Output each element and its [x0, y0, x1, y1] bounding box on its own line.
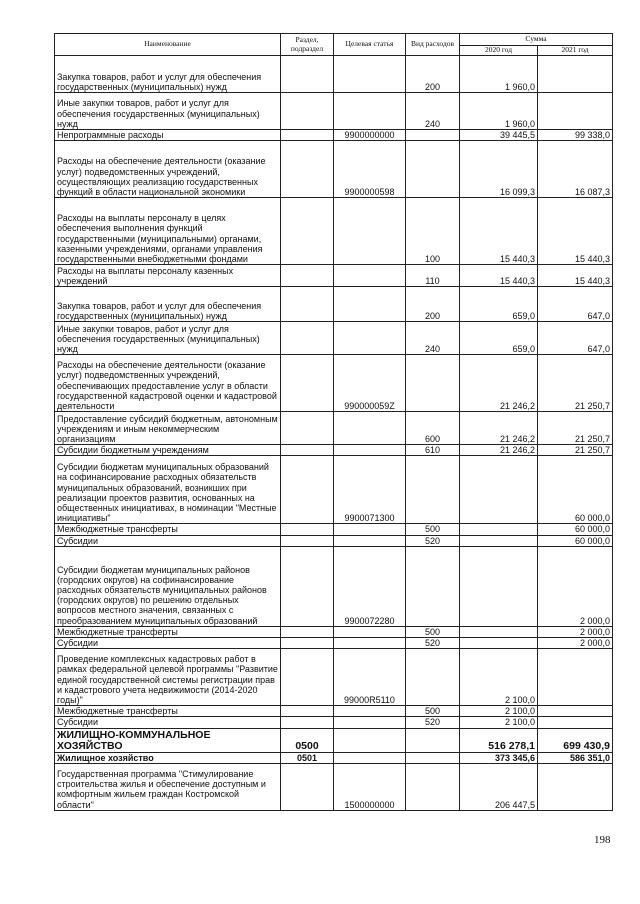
row-type: [406, 141, 460, 198]
row-sum-2021: [538, 763, 613, 810]
row-sum-2020: 2 100,0: [460, 706, 538, 717]
row-type: 100: [406, 198, 460, 265]
row-name: Субсидии: [55, 717, 281, 728]
row-section: [281, 445, 334, 456]
row-target: 99000R5110: [334, 649, 406, 706]
row-section: [281, 287, 334, 322]
row-sum-2021: 647,0: [538, 287, 613, 322]
row-name: Проведение комплексных кадастровых работ в рамках федеральной целевой программы "Развитие единой государственной системы регистрации прав и кадастрового учета недвижимости (2014-2020 годы)": [55, 649, 281, 706]
row-section: [281, 355, 334, 412]
row-sum-2020: 659,0: [460, 287, 538, 322]
row-type: [406, 355, 460, 412]
budget-table: [54, 33, 613, 811]
row-section: [281, 638, 334, 649]
row-name: Жилищное хозяйство: [55, 752, 281, 763]
row-sum-2021: 60 000,0: [538, 456, 613, 524]
row-type: 500: [406, 524, 460, 535]
row-type: 110: [406, 265, 460, 287]
row-sum-2021: 647,0: [538, 322, 613, 355]
table-row: [55, 265, 613, 287]
row-target: [334, 445, 406, 456]
row-section: [281, 56, 334, 93]
table-row: [55, 717, 613, 728]
table-row: [55, 287, 613, 322]
row-sum-2021: 16 087,3: [538, 141, 613, 198]
table-row: [55, 130, 613, 141]
row-sum-2020: 2 100,0: [460, 649, 538, 706]
row-sum-2020: 39 445,5: [460, 130, 538, 141]
row-sum-2021: [538, 717, 613, 728]
row-section: [281, 456, 334, 524]
table-row: [55, 535, 613, 546]
row-type: [406, 456, 460, 524]
row-section: [281, 626, 334, 637]
table-row: [55, 456, 613, 524]
row-name: Субсидии: [55, 638, 281, 649]
row-section: 0501: [281, 752, 334, 763]
row-type: 240: [406, 322, 460, 355]
row-target: 9900071300: [334, 456, 406, 524]
row-target: [334, 56, 406, 93]
row-sum-2020: 15 440,3: [460, 198, 538, 265]
row-section: [281, 763, 334, 810]
header-year-2021: 2021 год: [538, 46, 613, 56]
row-sum-2021: 2 000,0: [538, 546, 613, 626]
table-row: [55, 638, 613, 649]
row-target: [334, 535, 406, 546]
header-name: Наименование: [55, 34, 281, 56]
table-row: [55, 626, 613, 637]
row-sum-2020: [460, 456, 538, 524]
row-name: Закупка товаров, работ и услуг для обеспечения государственных (муниципальных) нужд: [55, 56, 281, 93]
row-name: Субсидии бюджетам муниципальных образований на софинансирование расходных обязательств муниципальных образований, возникших при реализации проектов развития, основанных на общественных инициативах, в номинации "Местные инициативы": [55, 456, 281, 524]
table-row: [55, 649, 613, 706]
row-sum-2020: [460, 638, 538, 649]
row-sum-2020: 1 960,0: [460, 93, 538, 130]
row-sum-2020: [460, 535, 538, 546]
row-sum-2021: 60 000,0: [538, 535, 613, 546]
row-type: 520: [406, 638, 460, 649]
row-type: 600: [406, 412, 460, 445]
row-sum-2021: 21 250,7: [538, 445, 613, 456]
row-type: [406, 752, 460, 763]
row-section: [281, 322, 334, 355]
row-target: 990000059Z: [334, 355, 406, 412]
row-section: [281, 706, 334, 717]
row-target: 9900000598: [334, 141, 406, 198]
row-section: [281, 265, 334, 287]
row-section: [281, 649, 334, 706]
header-target: Целевая статья: [334, 34, 406, 56]
row-target: [334, 728, 406, 752]
table-row: [55, 752, 613, 763]
row-sum-2020: 659,0: [460, 322, 538, 355]
row-type: [406, 763, 460, 810]
row-type: 520: [406, 535, 460, 546]
row-sum-2021: 2 000,0: [538, 626, 613, 637]
row-sum-2020: 2 100,0: [460, 717, 538, 728]
row-type: [406, 546, 460, 626]
table-row: [55, 445, 613, 456]
row-target: [334, 638, 406, 649]
row-name: Предоставление субсидий бюджетным, автономным учреждениям и иным некоммерческим организациям: [55, 412, 281, 445]
row-target: 1500000000: [334, 763, 406, 810]
header-section: Раздел, подраздел: [281, 34, 334, 56]
row-type: 500: [406, 626, 460, 637]
row-section: [281, 141, 334, 198]
page-number: 198: [594, 834, 611, 846]
table-row: [55, 141, 613, 198]
row-sum-2021: [538, 93, 613, 130]
row-section: [281, 535, 334, 546]
row-sum-2021: 2 000,0: [538, 638, 613, 649]
row-sum-2020: 21 246,2: [460, 355, 538, 412]
row-sum-2020: 21 246,2: [460, 445, 538, 456]
row-name: Расходы на обеспечение деятельности (оказание услуг) подведомственных учреждений, обеспечивающих предоставление услуг в области государственной кадастровой оценки и кадастровой деятельности: [55, 355, 281, 412]
row-name: ЖИЛИЩНО-КОММУНАЛЬНОЕ ХОЗЯЙСТВО: [55, 728, 281, 752]
row-name: Иные закупки товаров, работ и услуг для обеспечения государственных (муниципальных) нужд: [55, 322, 281, 355]
row-sum-2021: [538, 56, 613, 93]
row-target: [334, 287, 406, 322]
row-target: [334, 706, 406, 717]
row-sum-2020: 516 278,1: [460, 728, 538, 752]
row-target: [334, 412, 406, 445]
row-target: [334, 265, 406, 287]
table-row: [55, 546, 613, 626]
table-row: [55, 322, 613, 355]
row-type: [406, 130, 460, 141]
table-row: [55, 93, 613, 130]
row-sum-2020: 16 099,3: [460, 141, 538, 198]
row-type: 500: [406, 706, 460, 717]
header-sum: Сумма: [460, 34, 613, 46]
row-sum-2021: 699 430,9: [538, 728, 613, 752]
row-sum-2020: [460, 524, 538, 535]
row-name: Закупка товаров, работ и услуг для обеспечения государственных (муниципальных) нужд: [55, 287, 281, 322]
table-row: [55, 56, 613, 93]
row-sum-2020: [460, 546, 538, 626]
row-name: Иные закупки товаров, работ и услуг для обеспечения государственных (муниципальных) нужд: [55, 93, 281, 130]
table-row: [55, 763, 613, 810]
row-sum-2021: [538, 649, 613, 706]
row-name: Расходы на обеспечение деятельности (оказание услуг) подведомственных учреждений, осуществляющих реализацию государственных функций в области национальной экономики: [55, 141, 281, 198]
row-name: Непрограммные расходы: [55, 130, 281, 141]
row-section: 0500: [281, 728, 334, 752]
row-sum-2021: 21 250,7: [538, 355, 613, 412]
row-section: [281, 93, 334, 130]
row-sum-2020: 206 447,5: [460, 763, 538, 810]
row-section: [281, 130, 334, 141]
row-name: Субсидии: [55, 535, 281, 546]
row-target: [334, 198, 406, 265]
row-type: 200: [406, 287, 460, 322]
row-name: Субсидии бюджетам муниципальных районов (городских округов) на софинансирование расходных обязательств муниципальных районов (городских округов) по решению отдельных вопросов местного значения, связанных с преобразованием муниципальных образований: [55, 546, 281, 626]
row-sum-2021: [538, 706, 613, 717]
row-sum-2020: 15 440,3: [460, 265, 538, 287]
row-name: Субсидии бюджетным учреждениям: [55, 445, 281, 456]
row-name: Расходы на выплаты персоналу казенных учреждений: [55, 265, 281, 287]
row-sum-2021: 21 250,7: [538, 412, 613, 445]
row-sum-2020: 373 345,6: [460, 752, 538, 763]
row-type: [406, 728, 460, 752]
table-body: [55, 56, 613, 811]
row-target: [334, 752, 406, 763]
header-type: Вид расходов: [406, 34, 460, 56]
row-section: [281, 717, 334, 728]
row-section: [281, 524, 334, 535]
row-target: [334, 322, 406, 355]
row-target: 9900000000: [334, 130, 406, 141]
row-sum-2020: [460, 626, 538, 637]
row-target: [334, 524, 406, 535]
row-name: Межбюджетные трансферты: [55, 706, 281, 717]
table-row: [55, 728, 613, 752]
row-type: 200: [406, 56, 460, 93]
row-target: [334, 626, 406, 637]
row-section: [281, 198, 334, 265]
table-header: [55, 34, 613, 56]
row-name: Государственная программа "Стимулирование строительства жилья и обеспечение доступным и комфортным жильем граждан Костромской области": [55, 763, 281, 810]
table-row: [55, 524, 613, 535]
row-sum-2021: 15 440,3: [538, 265, 613, 287]
row-name: Межбюджетные трансферты: [55, 524, 281, 535]
row-target: [334, 93, 406, 130]
row-type: [406, 649, 460, 706]
row-name: Расходы на выплаты персоналу в целях обеспечения выполнения функций государственными (муниципальными) органами, казенными учреждениями, органами управления государственными внебюджетными фондами: [55, 198, 281, 265]
table-row: [55, 198, 613, 265]
row-sum-2020: 1 960,0: [460, 56, 538, 93]
row-type: 520: [406, 717, 460, 728]
row-type: 610: [406, 445, 460, 456]
row-target: [334, 717, 406, 728]
row-type: 240: [406, 93, 460, 130]
table-row: [55, 706, 613, 717]
row-target: 9900072280: [334, 546, 406, 626]
row-sum-2021: 15 440,3: [538, 198, 613, 265]
row-sum-2021: 99 338,0: [538, 130, 613, 141]
table-row: [55, 355, 613, 412]
table-row: [55, 412, 613, 445]
row-sum-2020: 21 246,2: [460, 412, 538, 445]
row-sum-2021: 60 000,0: [538, 524, 613, 535]
row-sum-2021: 586 351,0: [538, 752, 613, 763]
row-name: Межбюджетные трансферты: [55, 626, 281, 637]
row-section: [281, 412, 334, 445]
row-section: [281, 546, 334, 626]
header-year-2020: 2020 год: [460, 46, 538, 56]
